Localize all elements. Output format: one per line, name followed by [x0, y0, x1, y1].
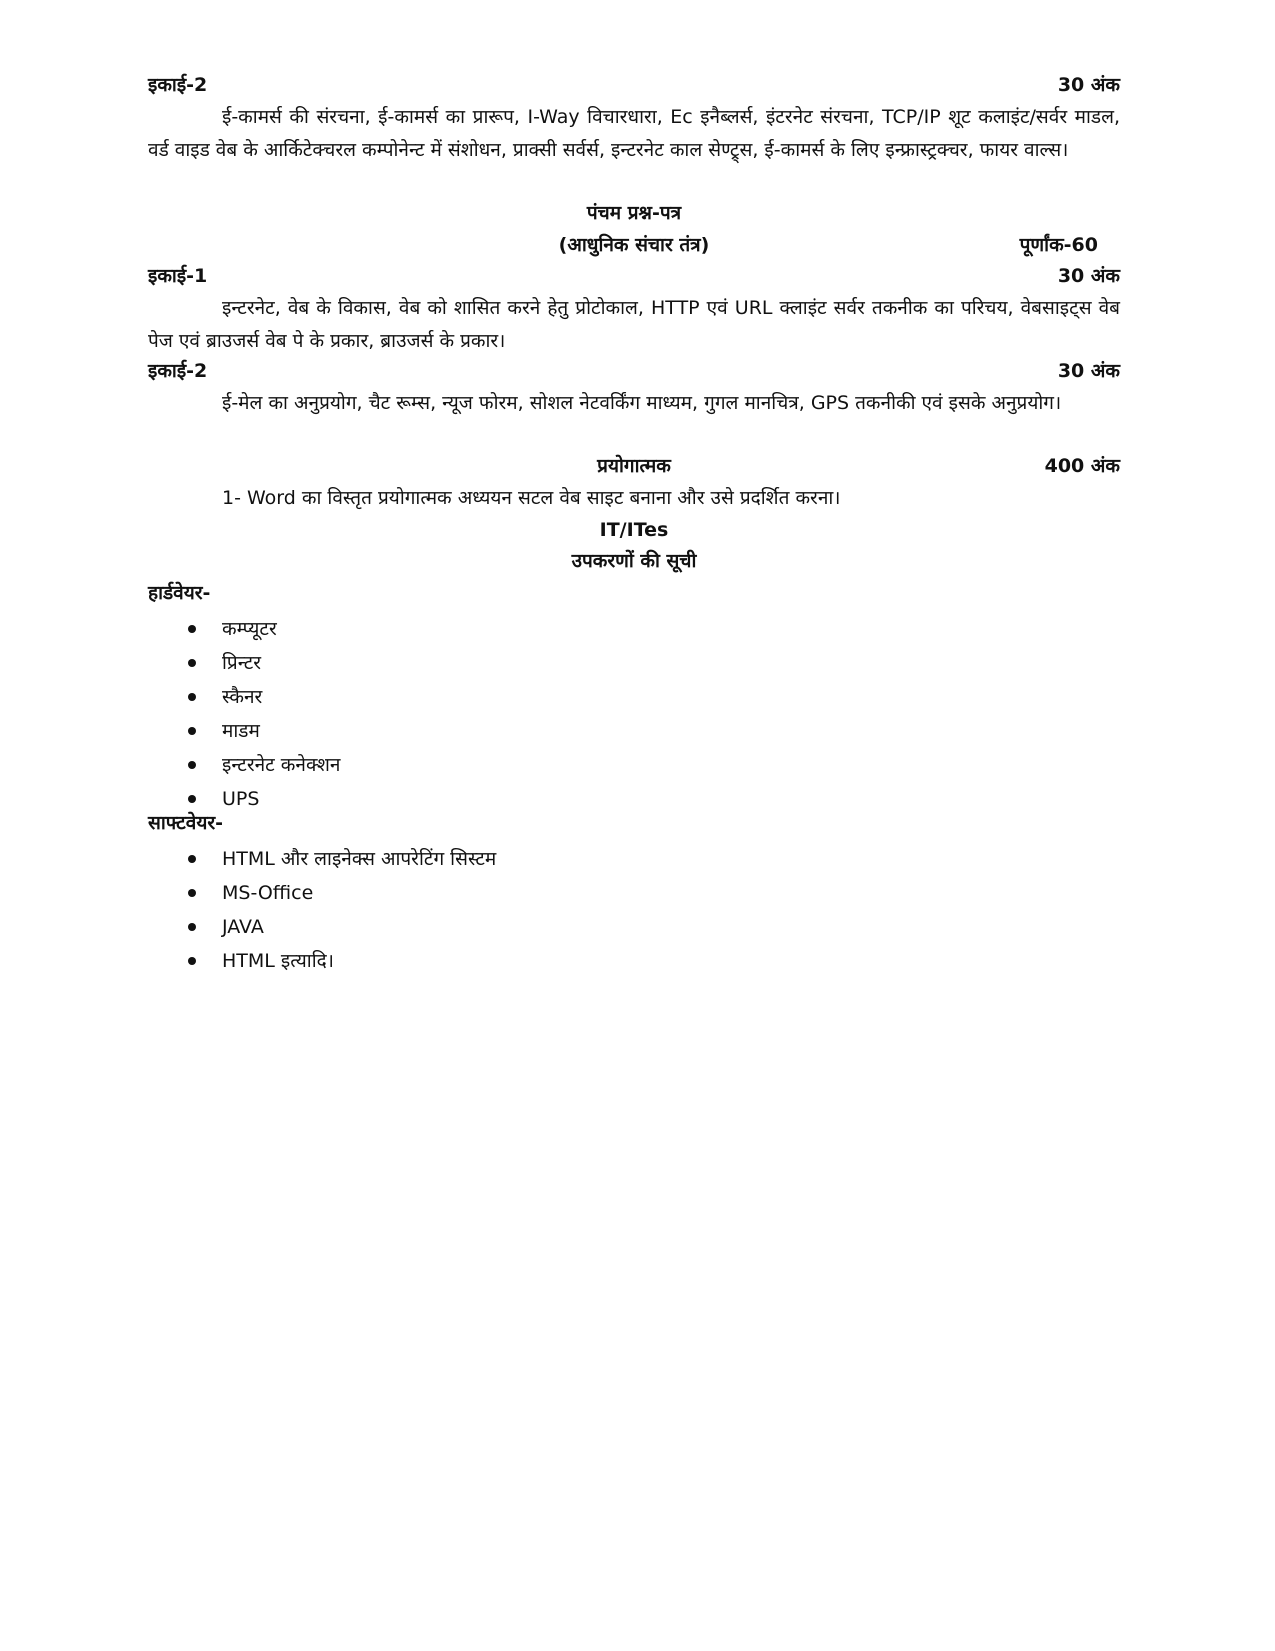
software-list: [148, 842, 748, 978]
unit-description: ई-मेल का अनुप्रयोग, चैट रूम्स, न्यूज फोरम, सोशल नेटवर्किंग माध्यम, गुगल मानचित्र, GPS तकनीकी एवं इसके अनुप्रयोग।: [222, 392, 1062, 414]
paper-subtitle: (आधुनिक संचार तंत्र): [558, 234, 710, 256]
practical-heading: प्रयोगात्मक: [597, 455, 671, 477]
list-item: HTML इत्यादि।: [148, 944, 748, 978]
list-item: इन्टरनेट कनेक्शन: [148, 748, 748, 782]
unit-header: [148, 356, 1120, 386]
equipment-subtitle: उपकरणों की सूची: [571, 550, 697, 572]
practical-header: [148, 451, 1120, 481]
unit-heading: इकाई-1: [148, 265, 208, 287]
list-item: कम्प्यूटर: [148, 612, 748, 646]
practical-item: 1- Word का विस्तृत प्रयोगात्मक अध्ययन सटल वेब साइट बनाना और उसे प्रदर्शित करना।: [222, 487, 841, 509]
list-item: UPS: [148, 782, 748, 816]
list-item: स्कैनर: [148, 680, 748, 714]
full-marks: पूर्णांक-60: [1019, 234, 1098, 256]
unit-description: इन्टरनेट, वेब के विकास, वेब को शासित करने हेतु प्रोटोकाल, HTTP एवं URL क्लाइंट सर्वर तकनीक का परिचय, वेबसाइट्स वेब पेज एवं ब्राउजर्स वेब पे के प्रकार, ब्राउजर्स के प्रकार।: [148, 297, 1120, 352]
list-item: HTML और लाइनेक्स आपरेटिंग सिस्टम: [148, 842, 748, 876]
equipment-title: IT/ITes: [599, 519, 669, 541]
hardware-list: [148, 612, 748, 816]
unit-marks: 30 अंक: [1057, 74, 1120, 96]
practical-marks: 400 अंक: [1044, 455, 1120, 477]
unit-header: [148, 261, 1120, 291]
unit-heading: इकाई-2: [148, 74, 208, 96]
list-item: प्रिन्टर: [148, 646, 748, 680]
paper-subtitle-row: [148, 230, 1120, 260]
document-page: [148, 0, 1120, 1651]
unit-header: [148, 70, 1120, 100]
paper-title: पंचम प्रश्न-पत्र: [586, 202, 682, 224]
list-item: MS-Office: [148, 876, 748, 910]
hardware-label: हार्डवेयर-: [148, 582, 211, 604]
unit-marks: 30 अंक: [1057, 265, 1120, 287]
unit-description: ई-कामर्स की संरचना, ई-कामर्स का प्रारूप, I-Way विचारधारा, Ec इनैब्लर्स, इंटरनेट संरचना, TCP/IP शूट कलाइंट/सर्वर माडल, वर्ड वाइड वेब के आर्किटेक्चरल कम्पोनेन्ट में संशोधन, प्राक्सी सर्वर्स, इन्टरनेट काल सेण्ट्र्स, ई-कामर्स के लिए इन्फ्रास्ट्रक्चर, फायर वाल्स।: [148, 106, 1120, 161]
unit-heading: इकाई-2: [148, 360, 208, 382]
list-item: माडम: [148, 714, 748, 748]
unit-marks: 30 अंक: [1057, 360, 1120, 382]
list-item: JAVA: [148, 910, 748, 944]
software-label: साफ्टवेयर-: [148, 812, 223, 834]
